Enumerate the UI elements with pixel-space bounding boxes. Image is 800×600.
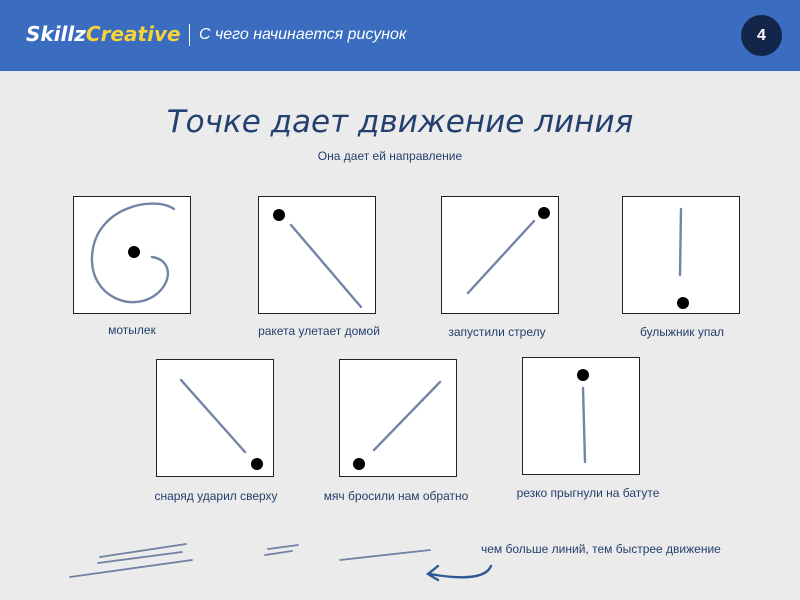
vertical-motion-illustration bbox=[623, 197, 741, 315]
example-caption: резко прыгнули на батуте bbox=[516, 486, 660, 500]
example-card-arrow bbox=[441, 196, 559, 314]
example-card-shell bbox=[156, 359, 274, 477]
footer-note: чем больше линий, тем быстрее движение bbox=[481, 542, 721, 556]
header-separator bbox=[189, 24, 190, 46]
example-caption: мотылек bbox=[108, 323, 156, 337]
example-caption: снаряд ударил сверху bbox=[154, 489, 278, 503]
example-card-stone bbox=[622, 196, 740, 314]
curved-arrow-icon bbox=[430, 566, 491, 577]
spiral-motion-illustration bbox=[74, 197, 192, 315]
diagonal-motion-illustration bbox=[259, 197, 377, 315]
brand-logo bbox=[26, 22, 181, 46]
example-card-ball bbox=[339, 359, 457, 477]
diagonal-motion-illustration bbox=[442, 197, 560, 315]
header-bar bbox=[0, 0, 800, 71]
slide-lead: Она дает ей направление bbox=[317, 149, 463, 163]
example-caption: мяч бросили нам обратно bbox=[323, 489, 469, 503]
example-caption: ракета улетает домой bbox=[258, 324, 380, 338]
brand-part-1: Skillz bbox=[26, 22, 86, 46]
example-card-butterfly bbox=[73, 196, 191, 314]
speed-lines-decoration bbox=[0, 530, 500, 600]
example-caption: запустили стрелу bbox=[448, 325, 546, 339]
slide-title: Точке дает движение линия bbox=[166, 104, 634, 140]
diagonal-motion-illustration bbox=[157, 360, 275, 478]
header-subtitle: С чего начинается рисунок bbox=[199, 26, 407, 43]
diagonal-motion-illustration bbox=[340, 360, 458, 478]
page-number-badge: 4 bbox=[741, 15, 782, 56]
example-card-trampoline bbox=[522, 357, 640, 475]
example-caption: булыжник упал bbox=[639, 325, 725, 339]
brand-part-2: Creative bbox=[85, 22, 181, 46]
vertical-motion-illustration bbox=[523, 358, 641, 476]
example-card-rocket bbox=[258, 196, 376, 314]
